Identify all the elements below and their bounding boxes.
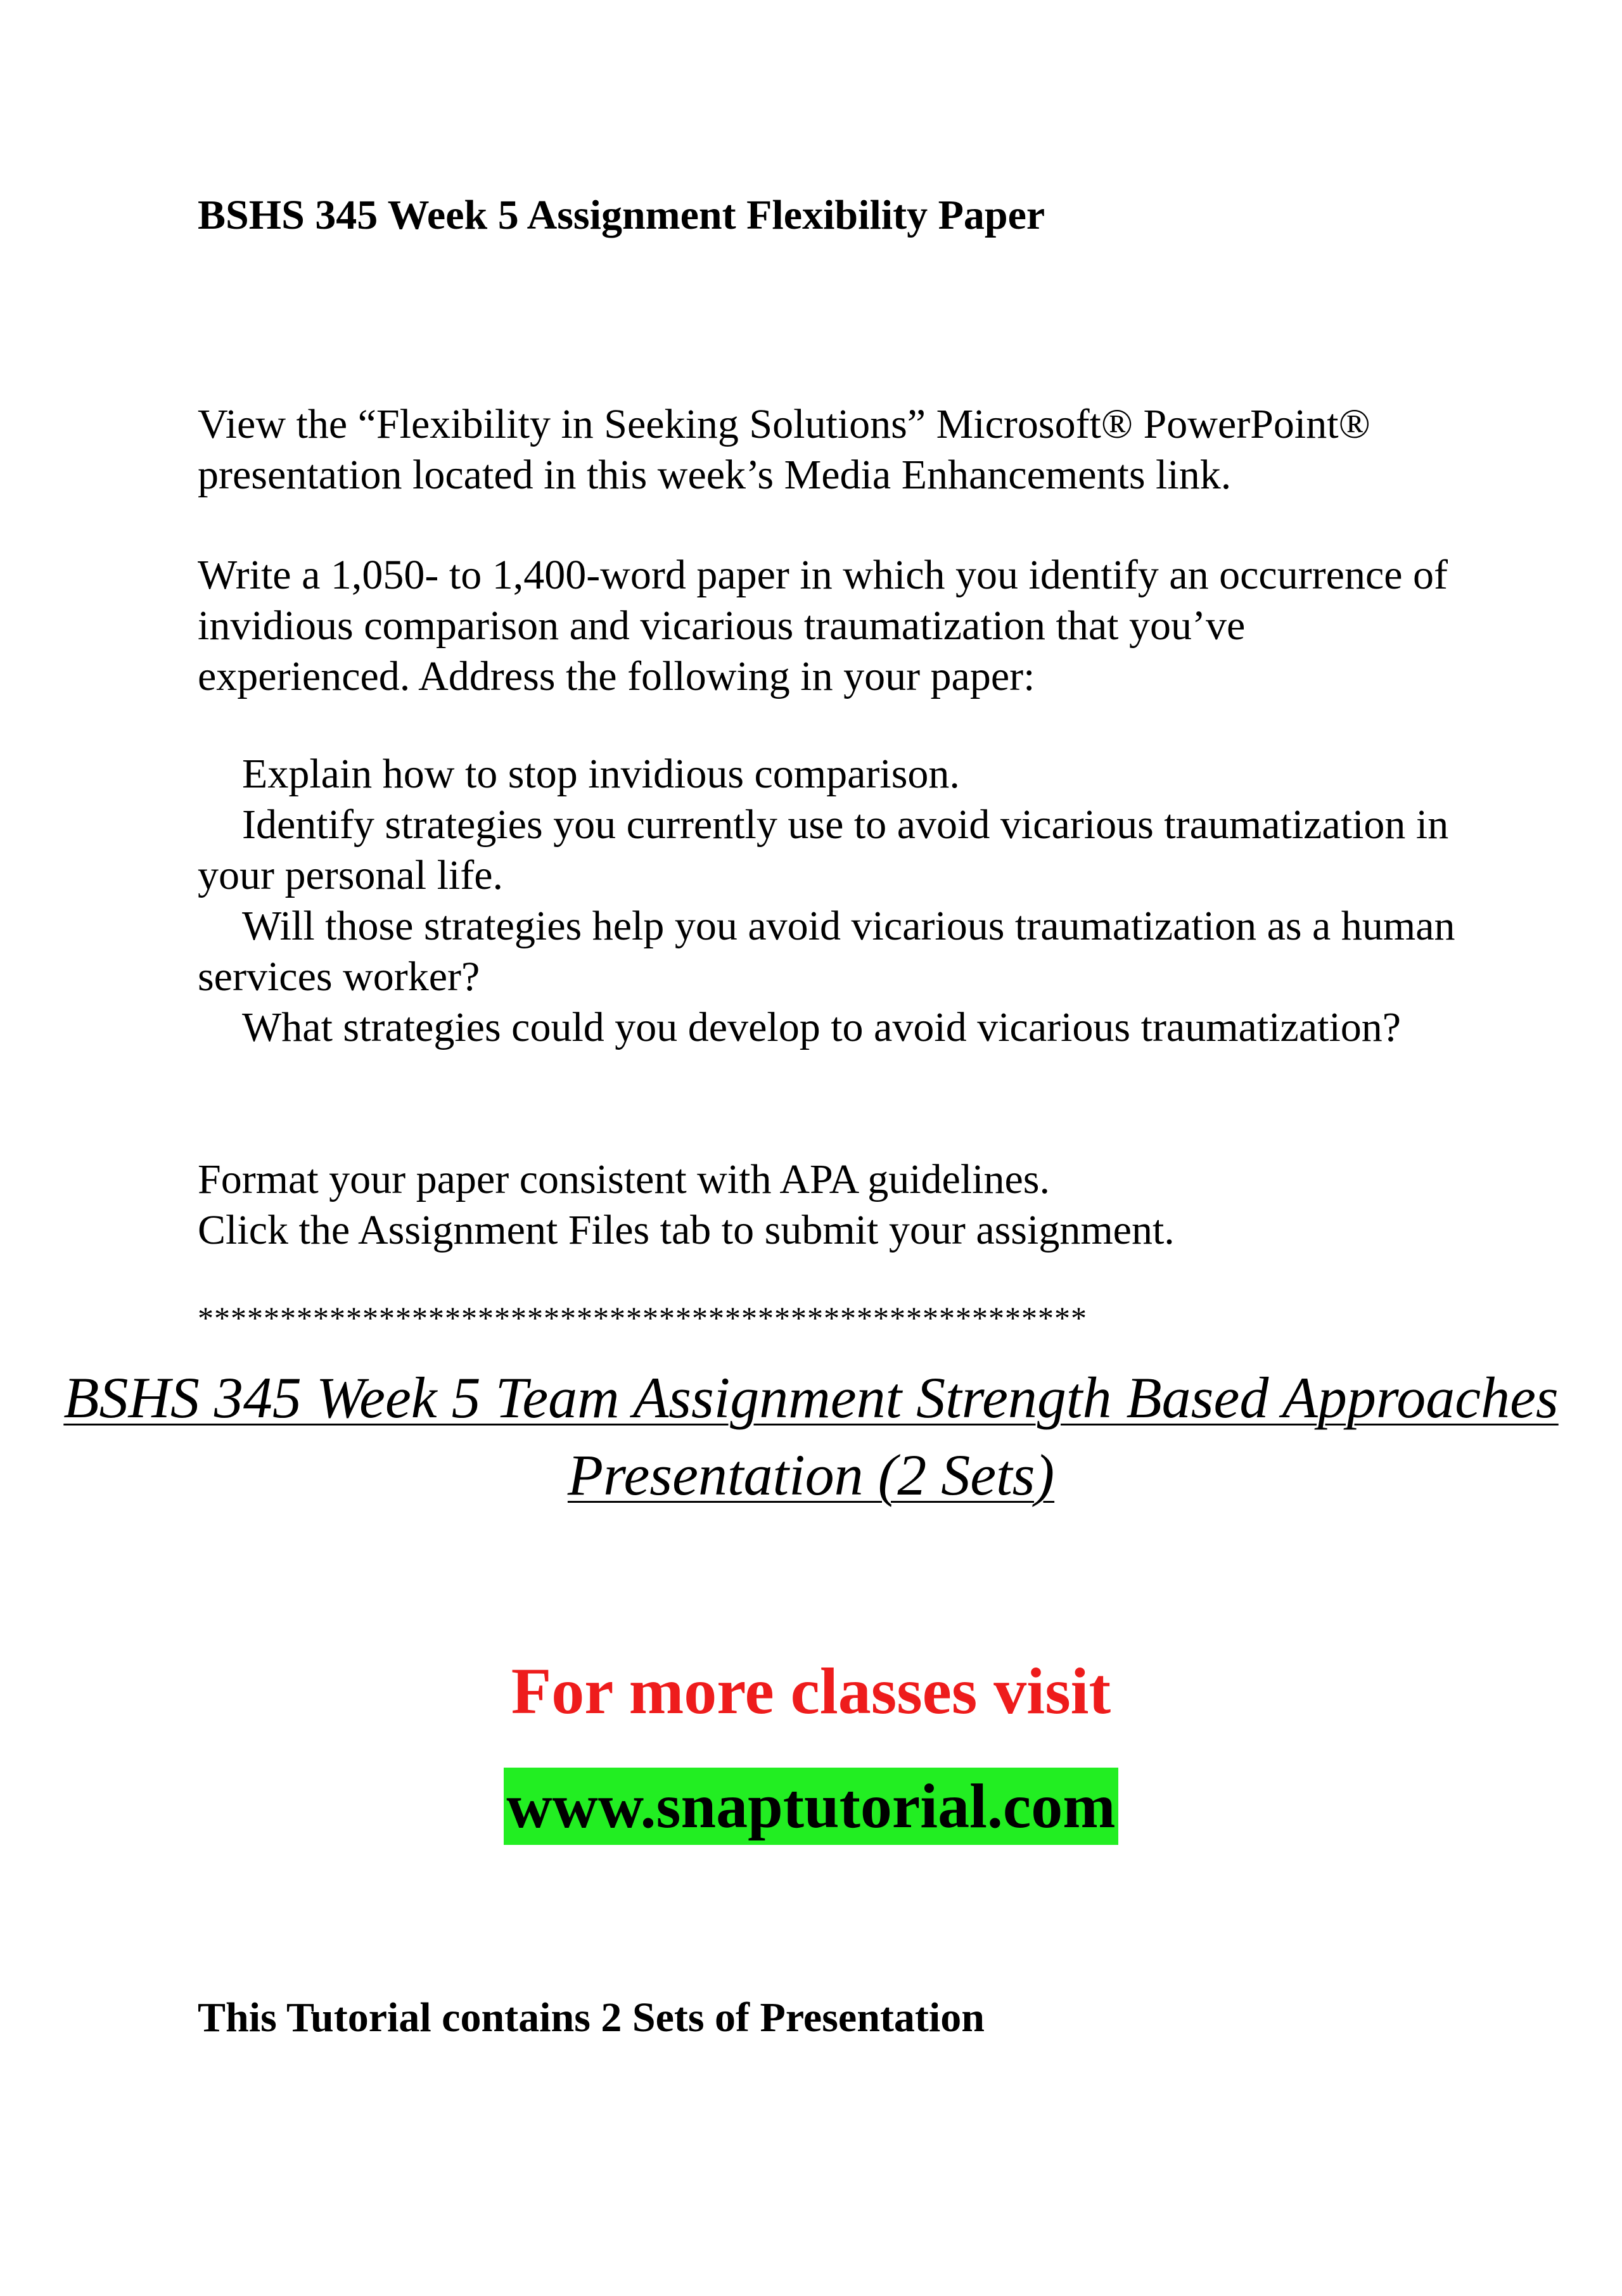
format-paragraph xyxy=(198,1154,1465,1256)
footer-text: This Tutorial contains 2 Sets of Presentation xyxy=(198,1994,985,2041)
format-line: Format your paper consistent with APA guidelines. xyxy=(198,1156,1050,1202)
list-item: Will those strategies help you avoid vicarious traumatization as a human services worker? xyxy=(198,903,1455,1000)
intro-paragraph: View the “Flexibility in Seeking Solutions” Microsoft® PowerPoint® presentation located in this week’s Media Enhancements link. xyxy=(198,401,1370,498)
list-item: What strategies could you develop to avoid vicarious traumatization? xyxy=(242,1004,1402,1050)
list-item: Identify strategies you currently use to avoid vicarious traumatization in your personal life. xyxy=(198,801,1449,898)
next-assignment-title[interactable]: BSHS 345 Week 5 Team Assignment Strength Based Approaches Presentation (2 Sets) xyxy=(63,1365,1559,1507)
promo-text: For more classes visit xyxy=(511,1655,1111,1728)
separator-line: ****************************************************** xyxy=(198,1300,1087,1336)
list-item: Explain how to stop invidious comparison. xyxy=(242,751,960,797)
requirements-list xyxy=(198,749,1465,1053)
instructions-paragraph: Write a 1,050- to 1,400-word paper in which you identify an occurrence of invidious comparison and vicarious traumatization that you’ve experienced. Address the following in your paper: xyxy=(198,552,1448,699)
submit-line: Click the Assignment Files tab to submit your assignment. xyxy=(198,1207,1175,1253)
document-heading: BSHS 345 Week 5 Assignment Flexibility Paper xyxy=(198,192,1045,238)
promo-link-wrapper xyxy=(0,1768,1622,1845)
promo-link[interactable]: www.snaptutorial.com xyxy=(504,1768,1118,1845)
